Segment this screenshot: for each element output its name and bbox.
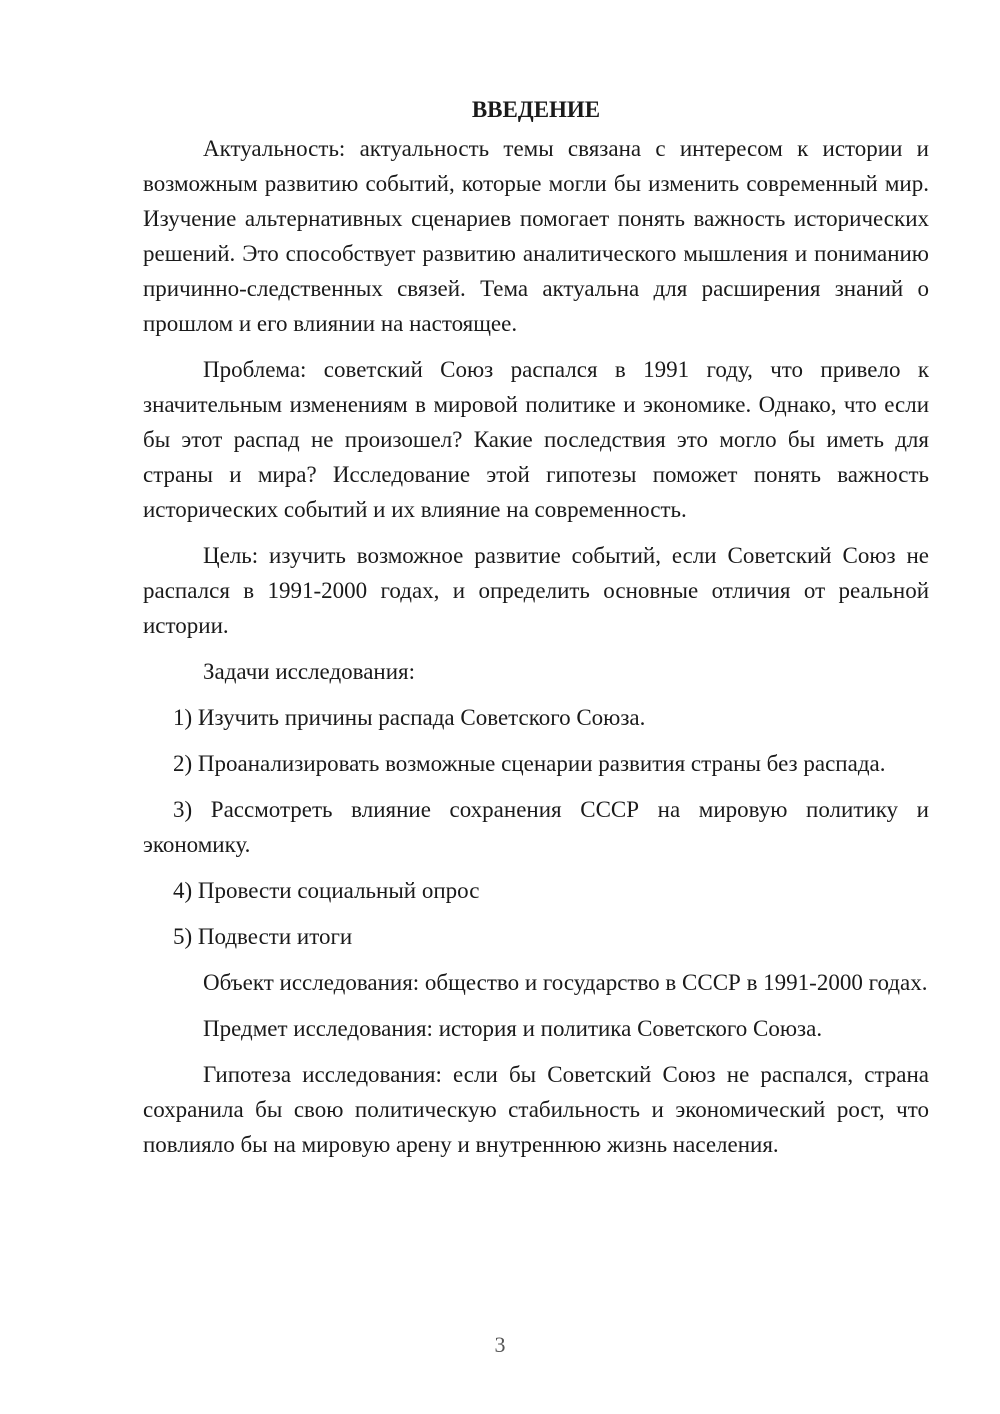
- task-item-1: 1) Изучить причины распада Советского Союза.: [173, 705, 646, 730]
- hypothesis-paragraph: Гипотеза исследования: если бы Советский Союз не распался, страна сохранила бы свою политическую стабильность и экономический рост, что повлияло бы на мировую арену и внутреннюю жизнь населения.: [143, 1062, 929, 1157]
- page-number: 3: [494, 1332, 506, 1357]
- problem-paragraph: Проблема: советский Союз распался в 1991 году, что привело к значительным изменениям в мировой политике и экономике. Однако, что если бы этот распад не произошел? Какие последствия это могло бы иметь для страны и мира? Исследование этой гипотезы поможет понять важность исторических событий и их влияние на современность.: [143, 357, 929, 522]
- page-content: [143, 92, 929, 1162]
- task-item-4: 4) Провести социальный опрос: [173, 878, 480, 903]
- relevance-paragraph: Актуальность: актуальность темы связана с интересом к истории и возможным развитию событий, которые могли бы изменить современный мир. Изучение альтернативных сценариев помогает понять важность исторических решений. Это способствует развитию аналитического мышления и пониманию причинно-следственных связей. Тема актуальна для расширения знаний о прошлом и его влиянии на настоящее.: [143, 136, 929, 336]
- task-item-5: 5) Подвести итоги: [173, 924, 353, 949]
- subject-paragraph: Предмет исследования: история и политика Советского Союза.: [203, 1016, 823, 1041]
- section-title: ВВЕДЕНИЕ: [471, 97, 601, 122]
- tasks-label: Задачи исследования:: [203, 659, 416, 684]
- task-item-3: 3) Рассмотреть влияние сохранения СССР на мировую политику и экономику.: [143, 797, 929, 857]
- goal-paragraph: Цель: изучить возможное развитие событий, если Советский Союз не распался в 1991-2000 годах, и определить основные отличия от реальной истории.: [143, 543, 929, 638]
- object-paragraph: Объект исследования: общество и государство в СССР в 1991-2000 годах.: [203, 970, 928, 995]
- task-item-2: 2) Проанализировать возможные сценарии развития страны без распада.: [173, 751, 886, 776]
